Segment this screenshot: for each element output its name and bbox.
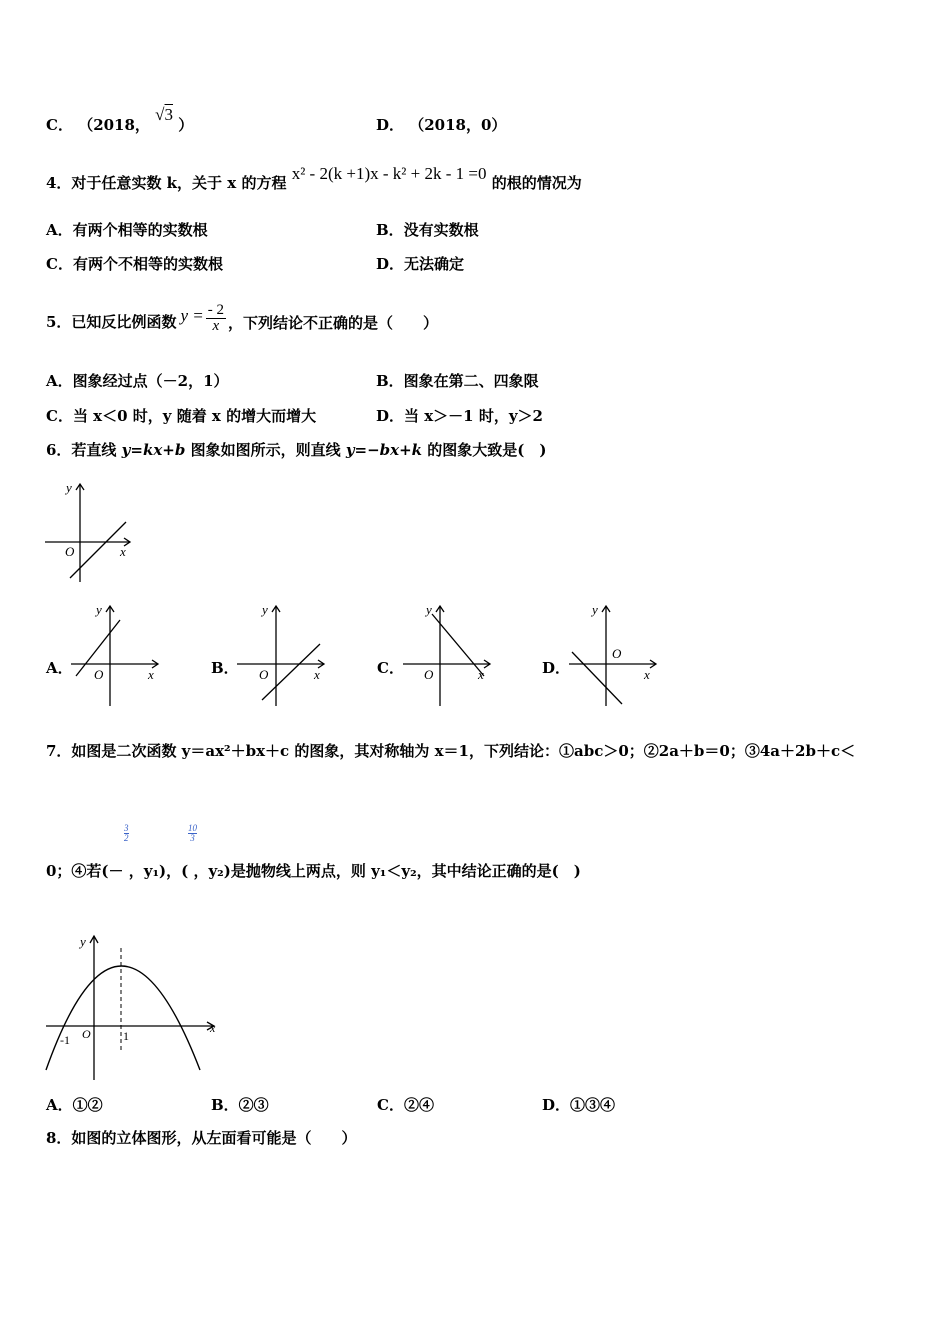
q5-option-d: D．当 x＞－1 时，y＞2: [376, 407, 543, 425]
q6-option-b-graph: [232, 600, 332, 710]
q5-frac-lhs: y =: [180, 306, 204, 325]
q6-option-d-label: D．: [542, 659, 571, 677]
q7-frac-1: [124, 824, 129, 843]
q4-equation: x² - 2(k +1)x - k² + 2k - 1 =0: [291, 164, 487, 183]
q6-option-b-label: B．: [211, 659, 239, 677]
q5-option-a: A．图象经过点（－2，1）: [46, 372, 229, 390]
q7-option-a: A．①②: [46, 1096, 103, 1114]
q7-x-label: x: [210, 1021, 216, 1035]
q7-frac-2-den: 3: [188, 833, 197, 843]
q3-option-c: [46, 105, 194, 134]
q5-frac-num: - 2: [207, 301, 224, 318]
q6-main-y-label: y: [66, 480, 72, 495]
q7-one-label: 1: [123, 1029, 129, 1043]
q5-option-b: B．图象在第二、四象限: [376, 372, 539, 390]
q7-parabola-curve: [46, 966, 200, 1070]
q5-frac-den: x: [212, 317, 220, 334]
q4-option-c: C．有两个不相等的实数根: [46, 255, 223, 273]
q3-option-d: [376, 116, 506, 134]
q5-suffix: ，下列结论不正确的是（ ）: [227, 314, 438, 332]
q4-option-b: B．没有实数根: [376, 221, 479, 239]
q4-option-d: D．无法确定: [376, 255, 465, 273]
q7-y-label: y: [80, 934, 86, 949]
q6-option-c-label: C．: [377, 659, 404, 677]
q6-eq-2: y=−bx+k: [345, 441, 423, 459]
q5-fraction: [206, 303, 226, 334]
q3-option-c-close: ）: [178, 116, 194, 134]
q7-option-b: B．②③: [211, 1096, 269, 1114]
q6-a-x-label: x: [148, 667, 154, 682]
q6-b-y-label: y: [262, 602, 268, 617]
q6-stem: [46, 441, 546, 459]
q7-option-c: C．②④: [377, 1096, 434, 1114]
q6-d-x-label: x: [644, 667, 650, 682]
q8-stem: 8．如图的立体图形，从左面看可能是（ ）: [46, 1129, 357, 1147]
q6-b-origin-label: O: [259, 667, 269, 682]
q6-option-d-graph: [564, 600, 664, 710]
q6-c-y-label: y: [426, 602, 432, 617]
q7-frac-1-den: 2: [124, 833, 129, 843]
q6-main-graph: [40, 478, 140, 588]
q3-option-c-label: C．: [46, 116, 73, 134]
q7-origin-label: O: [82, 1027, 91, 1041]
q7-parabola-graph: [44, 930, 224, 1085]
q5-prefix: 5．已知反比例函数: [46, 313, 177, 331]
q6-d-y-label: y: [592, 602, 598, 617]
q7-frac-1-num: 3: [124, 823, 129, 833]
q3-option-d-text: （2018，0）: [409, 116, 507, 134]
q6-option-a-label: A．: [46, 659, 73, 677]
q6-c-origin-label: O: [424, 667, 434, 682]
q7-line-2: 0；④若(－ ，y₁)，( ，y₂)是抛物线上两点，则 y₁＜y₂，其中结论正确的是( ): [46, 862, 581, 880]
q4-stem: [46, 164, 582, 192]
q6-text-2: 图象如图所示，则直线: [185, 441, 346, 459]
q3-option-c-radicand: 3: [164, 105, 174, 124]
q6-eq-1: y=kx+b: [121, 441, 186, 459]
q6-a-origin-label: O: [94, 667, 104, 682]
q6-c-x-label: x: [478, 667, 484, 682]
q7-neg-one-label: -1: [60, 1033, 70, 1047]
q4-option-a: A．有两个相等的实数根: [46, 221, 208, 239]
q6-main-line: [70, 522, 126, 578]
q6-b-x-label: x: [314, 667, 320, 682]
q7-option-d: D．①③④: [542, 1096, 616, 1114]
q6-b-line: [262, 644, 320, 700]
q5-option-c: C．当 x＜0 时，y 随着 x 的增大而增大: [46, 407, 317, 425]
q6-d-origin-label: O: [612, 646, 622, 661]
q3-option-d-label: D．: [376, 116, 405, 134]
q4-suffix: 的根的情况为: [491, 174, 582, 192]
q3-option-c-open: （2018，: [78, 116, 150, 134]
q6-a-y-label: y: [96, 602, 102, 617]
q7-line-1: 7．如图是二次函数 y＝ax²＋bx＋c 的图象，其对称轴为 x＝1，下列结论：①abc＞0；②2a＋b＝0；③4a＋2b＋c＜: [46, 742, 856, 760]
q6-text-3: 的图象大致是( ): [422, 441, 547, 459]
q7-frac-2: [188, 824, 197, 843]
q6-main-x-label: x: [120, 544, 126, 559]
q6-text-1: 6．若直线: [46, 441, 122, 459]
q3-option-c-sqrt: √3: [155, 105, 174, 124]
q6-option-c-graph: [398, 600, 498, 710]
q4-prefix: 4．对于任意实数 k，关于 x 的方程: [46, 174, 287, 192]
q5-stem: [46, 300, 438, 344]
q6-option-a-graph: [66, 600, 166, 710]
q7-frac-2-num: 10: [188, 823, 197, 833]
q6-main-origin-label: O: [65, 544, 75, 559]
